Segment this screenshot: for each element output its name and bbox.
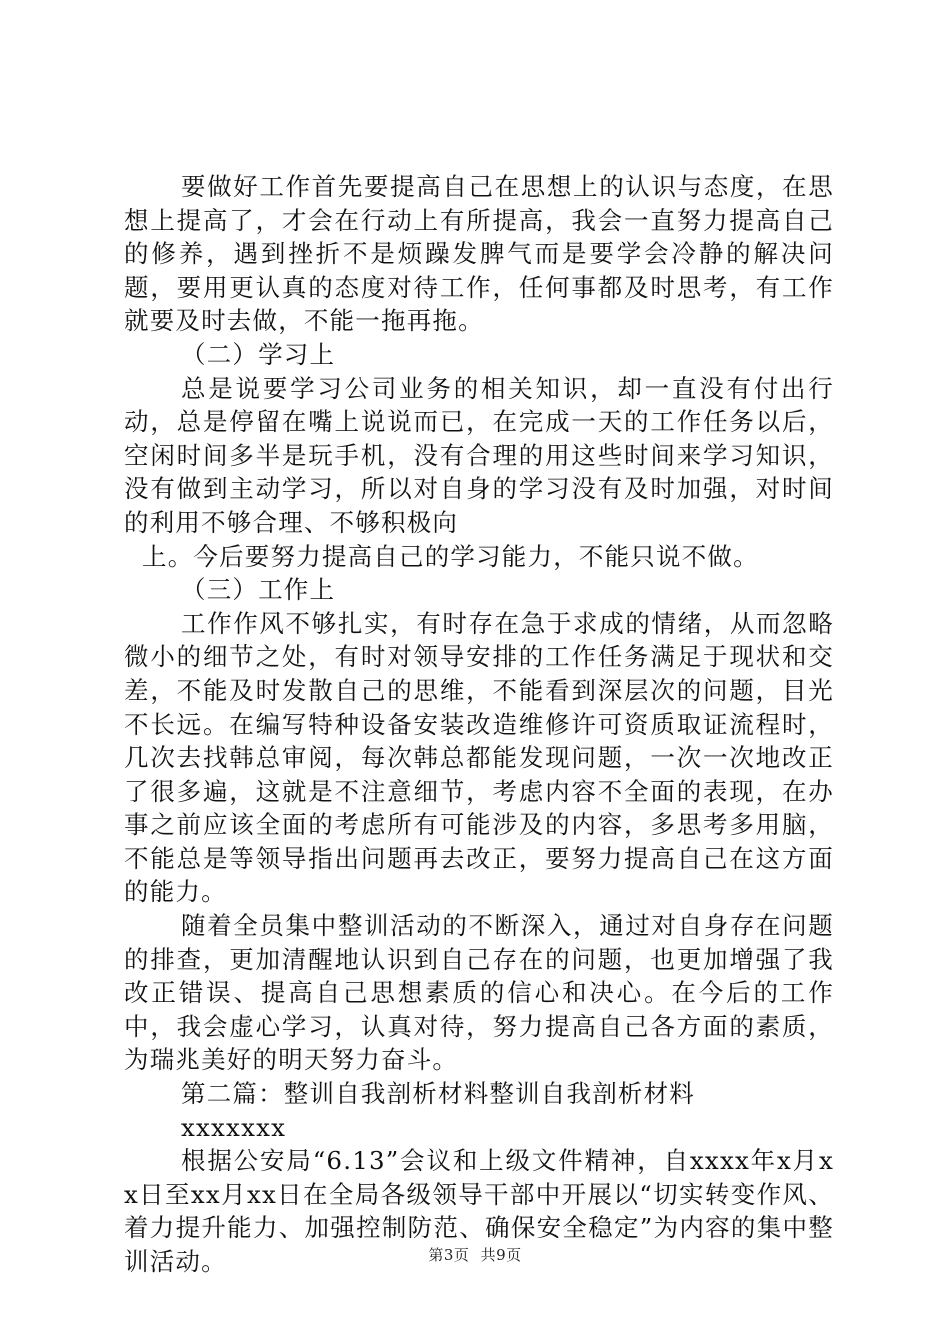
author-placeholder: xxxxxxx	[181, 1112, 287, 1142]
document-body	[124, 170, 834, 1279]
paragraph-attitude: 要做好工作首先要提高自己在思想上的认识与态度，在思想上提高了，才会在行动上有所提高，我会一直努力提高自己的修养，遇到挫折不是烦躁发脾气而是要学会冷静的解决问题，要用更认真的态度对待工作，任何事都及时思考，有工作就要及时去做，不能一拖再拖。	[124, 172, 834, 336]
paragraph-conclusion: 随着全员集中整训活动的不断深入，通过对自身存在问题的排查，更加清醒地认识到自己存在的问题，也更加增强了我改正错误、提高自己思想素质的信心和决心。在今后的工作中，我会虚心学习，认真对待，努力提高自己各方面的素质，为瑞兆美好的明天努力奋斗。	[124, 911, 834, 1075]
paragraph-study-continued: 上。今后要努力提高自己的学习能力，不能只说不做。	[142, 541, 759, 571]
paragraph-study: 总是说要学习公司业务的相关知识，却一直没有付出行动，总是停留在嘴上说说而已，在完成一天的工作任务以后，空闲时间多半是玩手机，没有合理的用这些时间来学习知识，没有做到主动学习，所以对自身的学习没有及时加强，对时间的利用不够合理、不够积极向	[124, 373, 834, 537]
page-total: 共9页	[480, 1246, 522, 1264]
heading-study: （二）学习上	[181, 339, 336, 369]
paragraph-work: 工作作风不够扎实，有时存在急于求成的情绪，从而忽略微小的细节之处，有时对领导安排的工作任务满足于现状和交差，不能及时发散自己的思维，不能看到深层次的问题，目光不长远。在编写特种设备安装改造维修许可资质取证流程时，几次去找韩总审阅，每次韩总都能发现问题，一次一次地改正了很多遍，这就是不注意细节，考虑内容不全面的表现，在办事之前应该全面的考虑所有可能涉及的内容，多思考多用脑，不能总是等领导指出问题再去改正，要努力提高自己在这方面的能力。	[124, 608, 834, 907]
section-title-part-two: 第二篇：整训自我剖析材料整训自我剖析材料	[181, 1079, 695, 1109]
page-footer	[0, 1244, 950, 1265]
paragraph-background: 根据公安局“6.13”会议和上级文件精神，自xxxx年x月xx日至xx月xx日在全局各级领导干部中开展以“切实转变作风、着力提升能力、加强控制防范、确保安全稳定”为内容的集中整训活动。	[124, 1146, 834, 1276]
page-number: 第3页	[428, 1246, 470, 1264]
heading-work: （三）工作上	[181, 575, 336, 605]
